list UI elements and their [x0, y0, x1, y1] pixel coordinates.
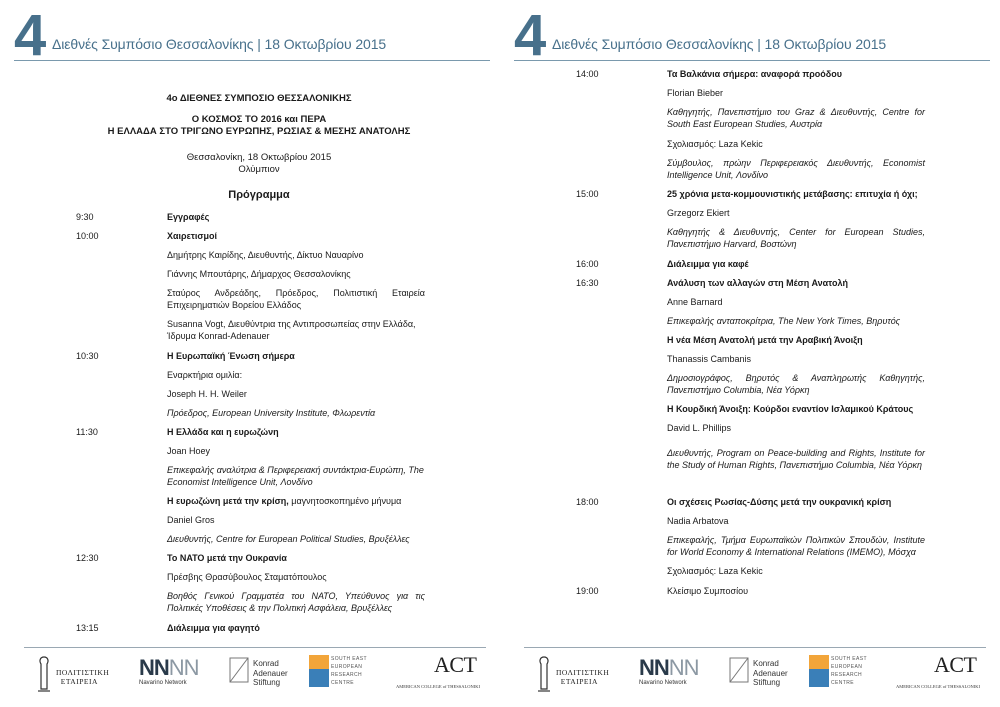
footer-divider [24, 647, 486, 648]
konrad-adenauer-logo: Konrad Adenauer Stiftung [229, 655, 299, 691]
sponsor-footer [524, 647, 986, 697]
session-title: Οι σχέσεις Ρωσίας-Δύσης μετά την ουκρανική κρίση [667, 497, 892, 507]
speaker-affiliation: Επικεφαλής ανταποκρίτρια, The New York Times, Βηρυτός [667, 316, 901, 326]
speaker-affiliation: Επικεφαλής αναλύτρια & Περιφερειακή συντάκτρια-Ευρώπη, The Economist Intelligence Unit, Λονδίνο [167, 465, 424, 487]
speaker-affiliation: Διευθυντής, Program on Peace-building and Rights, Institute for the Study of Human Rights, Πανεπιστήμιο Columbia, Νέα Υόρκη [667, 448, 925, 470]
speaker-affiliation: Επικεφαλής, Τμήμα Ευρωπαϊκών Πολιτικών Σπουδών, Institute for World Economy & International Relations (IMEMO), Μόσχα [667, 535, 925, 557]
speaker-line: Susanna Vogt, Διευθύντρια της Αντιπροσωπείας στην Ελλάδα, Ίδρυμα Konrad-Adenauer [167, 319, 416, 341]
commentary: Σχολιασμός: Laza Kekic [667, 566, 763, 576]
session-title: 25 χρόνια μετα-κομμουνιστικής μετάβασης: επιτυχία ή όχι; [667, 189, 918, 199]
program-page-2 [514, 0, 994, 707]
time-slot: 18:00 [576, 497, 599, 507]
document-heading [74, 93, 444, 201]
page-header [514, 10, 990, 62]
page-header [14, 10, 490, 62]
symposium-subtitle: Ο ΚΟΣΜΟΣ ΤΟ 2016 και ΠΕΡΑ [191, 114, 327, 125]
svg-text:4: 4 [14, 10, 47, 58]
time-slot: 12:30 [76, 553, 99, 563]
kas-mark-icon [229, 657, 249, 683]
symposium-number-logo [14, 10, 48, 58]
seerc-mark-icon [309, 655, 329, 687]
symposium-title: 4ο ΔΙΕΘΝΕΣ ΣΥΜΠΟΣΙΟ ΘΕΣΣΑΛΟΝΙΚΗΣ [166, 93, 352, 104]
column-figure-icon [534, 655, 554, 693]
session-title: Το ΝΑΤΟ μετά την Ουκρανία [167, 553, 287, 563]
time-slot: 15:00 [576, 189, 599, 199]
session-title: Ανάλυση των αλλαγών στη Μέση Ανατολή [667, 278, 848, 288]
svg-text:4: 4 [514, 10, 547, 58]
speaker-affiliation: Πρόεδρος, European University Institute, Φλωρεντία [167, 408, 376, 418]
konrad-adenauer-logo: Konrad Adenauer Stiftung [729, 655, 799, 691]
time-slot: 9:30 [76, 212, 94, 222]
commentary: Σχολιασμός: Laza Kekic [667, 139, 763, 149]
column-figure-icon [34, 655, 54, 693]
speaker-affiliation: Δημοσιογράφος, Βηρυτός & Αναπληρωτής Καθηγητής, Πανεπιστήμιο Columbia, Νέα Υόρκη [667, 373, 925, 395]
session-note: Εναρκτήρια ομιλία: [167, 370, 243, 380]
act-logo: ACT AMERICAN COLLEGE of THESSALONIKI [896, 652, 981, 689]
speaker-affiliation: Σύμβουλος, πρώην Περιφερειακός Διευθυντής, Economist Intelligence Unit, Λονδίνο [667, 158, 925, 180]
header-divider [14, 60, 490, 61]
seerc-mark-icon [809, 655, 829, 687]
navarino-network-logo: NNNN Navarino Network [139, 655, 199, 686]
header-title: Διεθνές Συμπόσιο Θεσσαλονίκης | 18 Οκτωβρίου 2015 [52, 36, 387, 52]
session-title: Χαιρετισμοί [167, 231, 218, 241]
venue: Ολύμπιον [238, 164, 280, 175]
speaker-line: Γιάννης Μπουτάρης, Δήμαρχος Θεσσαλονίκης [167, 269, 351, 279]
time-slot: 16:00 [576, 259, 599, 269]
time-slot: 10:00 [76, 231, 99, 241]
time-slot: 11:30 [76, 427, 98, 437]
speaker-affiliation: Καθηγητής & Διευθυντής, Center for European Studies, Πανεπιστήμιο Harvard, Βοστώνη [667, 227, 925, 249]
session-title: Τα Βαλκάνια σήμερα: αναφορά προόδου [667, 69, 842, 79]
time-slot: 19:00 [576, 586, 599, 596]
session-title: Η Ευρωπαϊκή Ένωση σήμερα [167, 351, 295, 361]
politistiki-etaireia-logo [34, 655, 118, 693]
seerc-logo: SOUTH EAST EUROPEAN RESEARCH CENTRE [309, 655, 379, 691]
speaker-affiliation: Βοηθός Γενικού Γραμματέα του ΝΑΤΟ, Υπεύθυνος για τις Πολιτικές Υποθέσεις & την Πολιτική Ασφάλεια, Βρυξέλλες [167, 591, 425, 613]
speaker-line: Σταύρος Ανδρεάδης, Πρόεδρος, Πολιτιστική Εταιρεία Επιχειρηματιών Βορείου Ελλάδος [167, 288, 425, 310]
seerc-logo: SOUTH EAST EUROPEAN RESEARCH CENTRE [809, 655, 879, 691]
speaker-name: Nadia Arbatova [667, 516, 729, 526]
speaker-name: Anne Barnard [667, 297, 723, 307]
sponsor-footer [24, 647, 486, 697]
speaker-affiliation: Καθηγητής, Πανεπιστήμιο του Graz & Διευθυντής, Centre for South East European Studies, Αυστρία [667, 107, 925, 129]
footer-divider [524, 647, 986, 648]
act-logo: ACT AMERICAN COLLEGE of THESSALONIKI [396, 652, 481, 689]
session-title-line [167, 495, 429, 507]
session-title: Η Κουρδική Άνοιξη: Κούρδοι εναντίον Ισλαμικού Κράτους [667, 404, 914, 414]
speaker-name: Joan Hoey [167, 446, 211, 456]
politistiki-etaireia-text: ΠΟΛΙΤΙΣΤΙΚΗ ΕΤΑΙΡΕΙΑ [556, 668, 610, 686]
speaker-name: Grzegorz Ekiert [667, 208, 730, 218]
session-title: Η νέα Μέση Ανατολή μετά την Αραβική Άνοιξη [667, 335, 863, 345]
speaker-affiliation: Διευθυντής, Centre for European Political Studies, Βρυξέλλες [167, 534, 410, 544]
politistiki-etaireia-text: ΠΟΛΙΤΙΣΤΙΚΗ ΕΤΑΙΡΕΙΑ [56, 668, 110, 686]
session-title: Κλείσιμο Συμποσίου [667, 586, 748, 596]
session-title: Διάλειμμα για φαγητό [167, 623, 260, 633]
program-heading: Πρόγραμμα [228, 189, 290, 201]
header-title: Διεθνές Συμπόσιο Θεσσαλονίκης | 18 Οκτωβρίου 2015 [552, 36, 887, 52]
program-page-1 [14, 0, 494, 707]
session-title: Η Ελλάδα και η ευρωζώνη [167, 427, 279, 437]
speaker-name: David L. Phillips [667, 423, 732, 433]
session-title: Η ευρωζώνη μετά την κρίση, [167, 496, 289, 506]
speaker-name: Πρέσβης Θρασύβουλος Σταματόπουλος [167, 572, 327, 582]
time-slot: 16:30 [576, 278, 599, 288]
session-title: Εγγραφές [167, 212, 210, 222]
time-slot: 10:30 [76, 351, 99, 361]
symposium-number-logo [514, 10, 548, 58]
speaker-name: Daniel Gros [167, 515, 215, 525]
place-date: Θεσσαλονίκη, 18 Οκτωβρίου 2015 [186, 152, 332, 163]
session-title: Διάλειμμα για καφέ [667, 259, 749, 269]
speaker-name: Florian Bieber [667, 88, 724, 98]
symposium-theme: Η ΕΛΛΑΔΑ ΣΤΟ ΤΡΙΓΩΝΟ ΕΥΡΩΠΗΣ, ΡΩΣΙΑΣ & ΜΕΣΗΣ ΑΝΑΤΟΛΗΣ [107, 126, 411, 137]
time-slot: 14:00 [576, 69, 599, 79]
speaker-name: Thanassis Cambanis [667, 354, 752, 364]
speaker-line: Δημήτρης Καιρίδης, Διευθυντής, Δίκτυο Ναυαρίνο [167, 250, 364, 260]
navarino-network-logo: NNNN Navarino Network [639, 655, 699, 686]
header-divider [514, 60, 990, 61]
speaker-name: Joseph H. H. Weiler [167, 389, 247, 399]
time-slot: 13:15 [76, 623, 99, 633]
kas-mark-icon [729, 657, 749, 683]
politistiki-etaireia-logo [534, 655, 618, 693]
session-note: μαγνητοσκοπημένο μήνυμα [288, 496, 402, 506]
